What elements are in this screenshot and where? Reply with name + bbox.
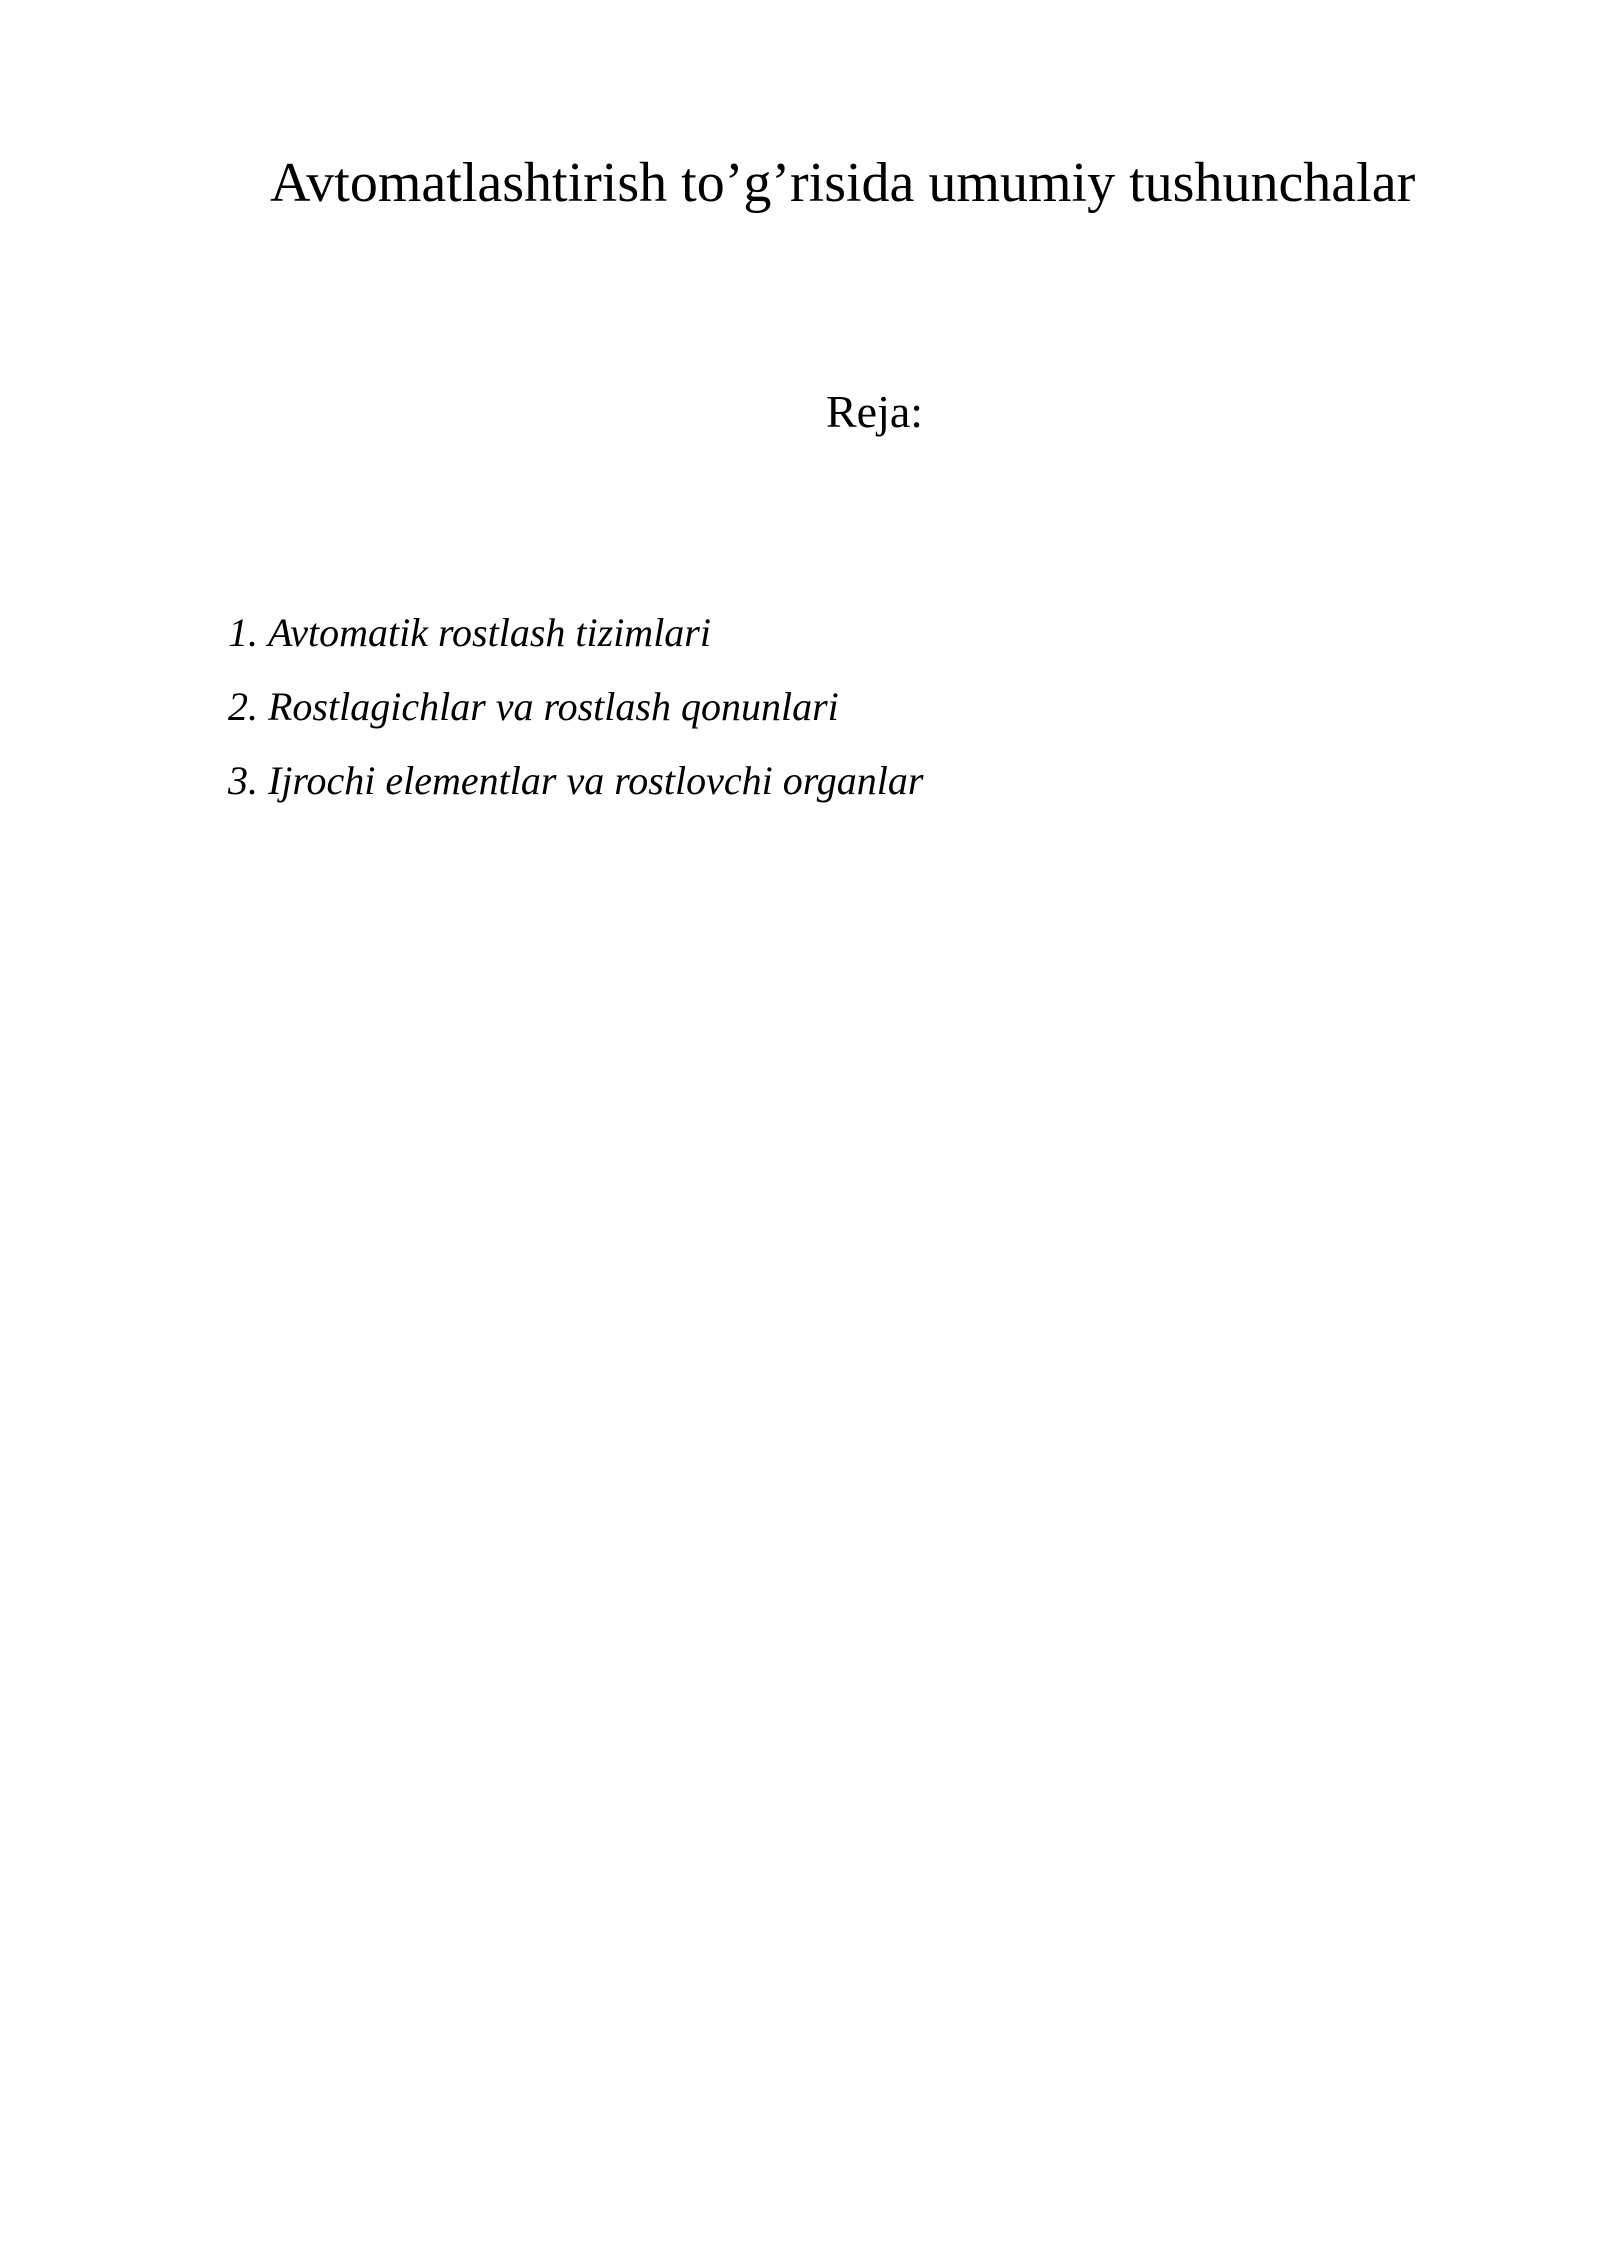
page-title: Avtomatlashtirish to’g’risida umumiy tushunchalar (270, 152, 1416, 214)
plan-item-text: Avtomatik rostlash tizimlari (268, 610, 711, 655)
plan-item (228, 670, 923, 744)
plan-item (228, 596, 923, 670)
plan-item (228, 744, 923, 818)
plan-item-number: 1. (228, 610, 258, 655)
plan-item-number: 2. (228, 684, 258, 729)
plan-item-text: Rostlagichlar va rostlash qonunlari (268, 684, 839, 729)
plan-item-text: Ijrochi elementlar va rostlovchi organlar (268, 758, 924, 803)
plan-item-number: 3. (228, 758, 258, 803)
plan-list (228, 596, 923, 818)
plan-heading: Reja: (826, 386, 924, 437)
